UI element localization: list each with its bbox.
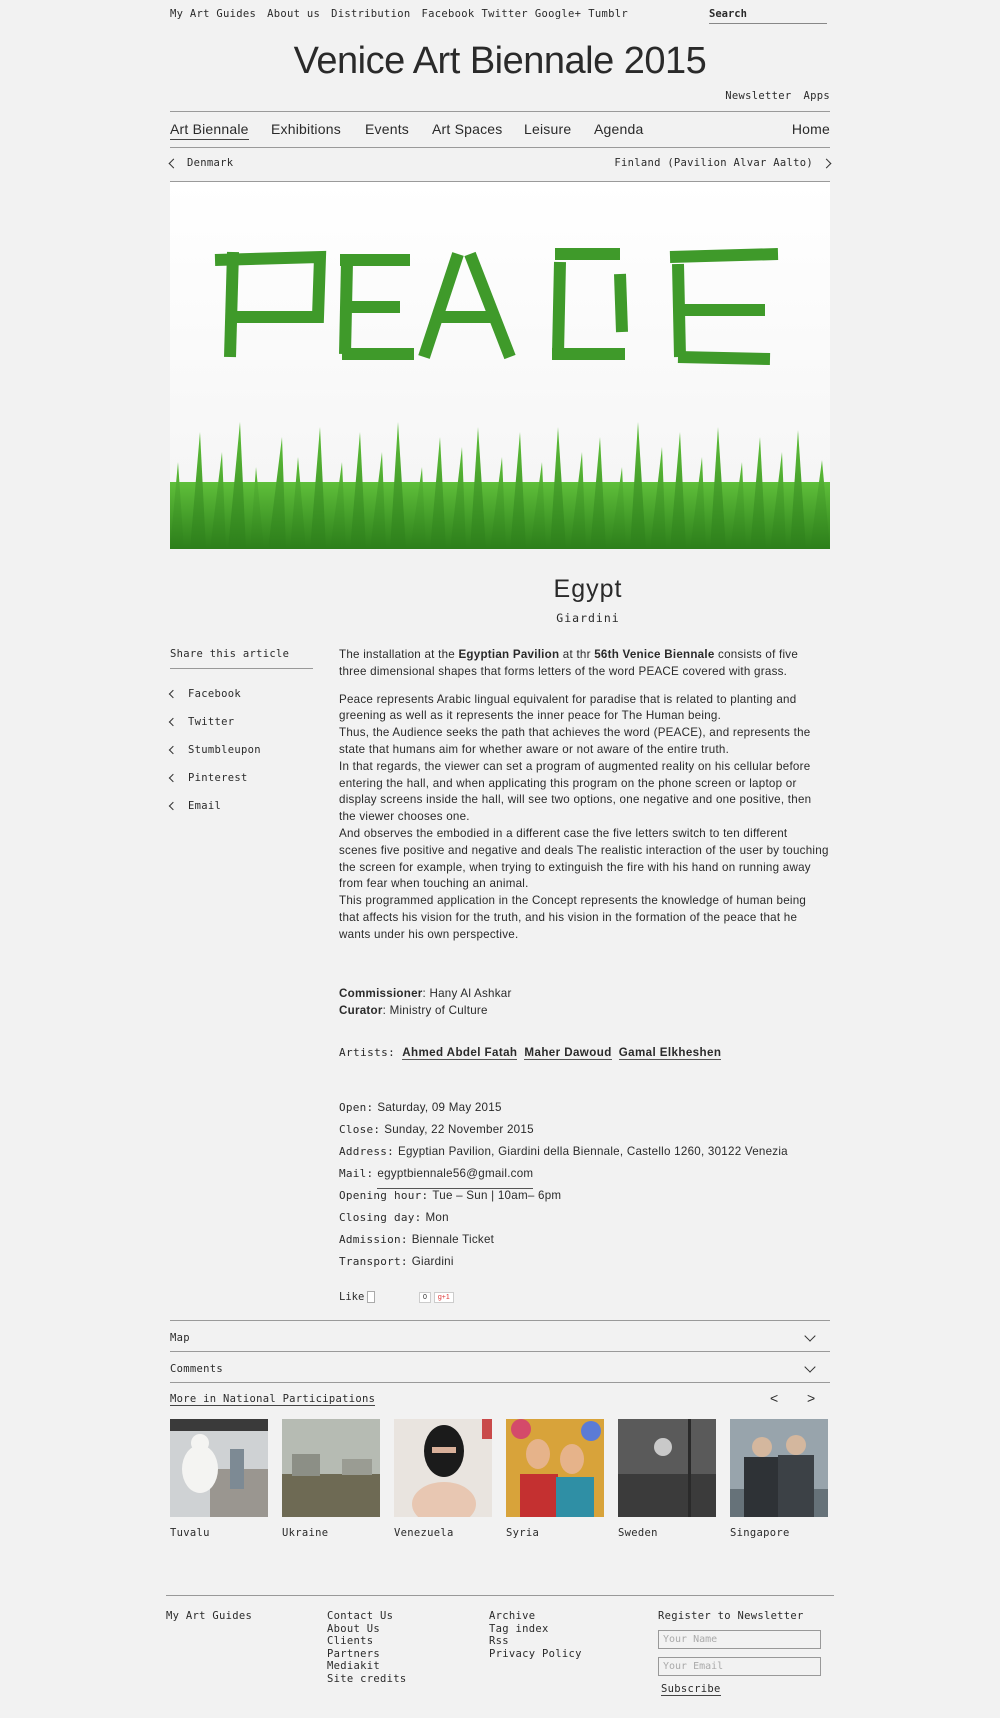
newsletter-name-field[interactable]: Your Name (658, 1630, 821, 1649)
chevron-left-icon (169, 690, 177, 698)
share-label: Stumbleupon (188, 744, 261, 756)
footer-link[interactable]: Clients (327, 1635, 374, 1648)
topnav-googleplus[interactable]: Google+ (534, 8, 582, 20)
next-pavilion-link[interactable] (614, 157, 830, 169)
map-accordion-label: Map (170, 1332, 190, 1344)
thumbnail-label-sweden[interactable]: Sweden (618, 1527, 658, 1539)
footer-brand-link[interactable]: My Art Guides (166, 1610, 253, 1622)
share-pinterest[interactable] (170, 764, 313, 792)
singapore-image (730, 1419, 828, 1517)
newsletter-email-field[interactable]: Your Email (658, 1657, 821, 1676)
carousel-prev-button[interactable]: < (770, 1390, 779, 1406)
footer-link[interactable]: Site credits (327, 1672, 407, 1685)
syria-image (506, 1419, 604, 1517)
curator-line: Curator: Ministry of Culture (339, 1004, 488, 1017)
like-label: Like (339, 1291, 365, 1303)
sweden-image (618, 1419, 716, 1517)
more-participations-heading[interactable]: More in National Participations (170, 1393, 376, 1405)
info-transport: Transport: Giardini (339, 1255, 454, 1268)
footer-link[interactable]: Partners (327, 1647, 380, 1660)
divider (170, 1351, 830, 1352)
venezuela-image (394, 1419, 492, 1517)
info-mail: Mail: egyptbiennale56@gmail.com (339, 1167, 839, 1189)
info-opening-hour: Opening hour: Tue – Sun | 10am– 6pm (339, 1189, 562, 1202)
top-nav (170, 8, 628, 20)
share-label: Pinterest (188, 772, 248, 784)
footer-link[interactable]: About Us (327, 1622, 380, 1635)
thumbnail-tuvalu[interactable] (170, 1419, 268, 1517)
utility-nav (725, 90, 830, 102)
artist-link[interactable]: Gamal Elkheshen (618, 1046, 722, 1059)
artist-link[interactable]: Maher Dawoud (524, 1046, 612, 1059)
thumbnail-venezuela[interactable] (394, 1419, 492, 1517)
credits (339, 985, 829, 1019)
peace-grass-illustration (170, 182, 830, 549)
info-close: Close: Sunday, 22 November 2015 (339, 1123, 534, 1136)
nav-exhibitions[interactable]: Exhibitions (271, 121, 341, 137)
footer-link[interactable]: Mediakit (327, 1660, 380, 1673)
pavilion-country-title: Egypt (553, 575, 623, 603)
thumbnail-label-singapore[interactable]: Singapore (730, 1527, 790, 1539)
divider (170, 111, 830, 112)
topnav-tumblr[interactable]: Tumblr (588, 8, 628, 20)
divider (170, 1320, 830, 1321)
thumbnail-label-syria[interactable]: Syria (506, 1527, 540, 1539)
topnav-distribution[interactable]: Distribution (331, 8, 411, 20)
like-counter (367, 1291, 375, 1303)
ukraine-image (282, 1419, 380, 1517)
thumbnail-label-venezuela[interactable]: Venezuela (394, 1527, 454, 1539)
share-label: Facebook (188, 688, 241, 700)
footer-link[interactable]: Tag index (489, 1622, 549, 1635)
subscribe-button[interactable]: Subscribe (661, 1683, 721, 1695)
share-stumbleupon[interactable] (170, 736, 313, 764)
apps-link[interactable]: Apps (803, 90, 830, 102)
carousel-next-button[interactable]: > (807, 1390, 816, 1406)
chevron-left-icon (169, 774, 177, 782)
comments-accordion[interactable] (170, 1363, 830, 1375)
artists-label: Artists: (339, 1046, 396, 1059)
commissioner-line: Commissioner: Hany Al Ashkar (339, 987, 512, 1000)
share-heading: Share this article (170, 648, 313, 669)
footer-link[interactable]: Archive (489, 1610, 536, 1622)
site-title[interactable]: Venice Art Biennale 2015 (293, 40, 707, 82)
chevron-down-icon (804, 1330, 815, 1341)
footer-col-company (327, 1610, 406, 1686)
tuvalu-image (170, 1419, 268, 1517)
article-paragraph: The installation at the Egyptian Pavilion at thr 56th Venice Biennale consists of five three dimensional shapes that forms letters of the word PEACE covered with grass. (339, 648, 799, 678)
map-accordion[interactable] (170, 1332, 830, 1344)
article-body (339, 647, 829, 944)
footer-link[interactable]: Rss (489, 1635, 509, 1648)
main-nav (170, 121, 830, 143)
share-facebook[interactable] (170, 680, 313, 708)
info-admission: Admission: Biennale Ticket (339, 1233, 495, 1246)
chevron-right-icon (822, 158, 832, 168)
divider (170, 1382, 830, 1383)
gplus-button[interactable]: g+1 (434, 1292, 454, 1303)
share-panel (170, 648, 313, 820)
artist-link[interactable]: Ahmed Abdel Fatah (402, 1046, 518, 1059)
next-pavilion-label: Finland (Pavilion Alvar Aalto) (614, 157, 813, 169)
nav-art-spaces[interactable]: Art Spaces (432, 121, 503, 137)
nav-art-biennale[interactable]: Art Biennale (170, 121, 249, 140)
topnav-about-us[interactable]: About us (267, 8, 321, 20)
footer-col-resources (489, 1610, 582, 1660)
topnav-facebook[interactable]: Facebook (421, 8, 475, 20)
topnav-my-art-guides[interactable]: My Art Guides (170, 8, 257, 20)
chevron-left-icon (169, 746, 177, 754)
search-input[interactable]: Search (709, 8, 827, 24)
nav-home[interactable]: Home (791, 121, 830, 137)
pavilion-venue: Giardini (556, 611, 620, 625)
thumbnail-label-ukraine[interactable]: Ukraine (282, 1527, 329, 1539)
footer-link[interactable]: Contact Us (327, 1610, 394, 1622)
thumbnail-ukraine[interactable] (282, 1419, 380, 1517)
footer-link[interactable]: Privacy Policy (489, 1647, 582, 1660)
divider (170, 147, 830, 148)
chevron-down-icon (804, 1361, 815, 1372)
prev-pavilion-link[interactable] (170, 157, 233, 169)
share-twitter[interactable] (170, 708, 313, 736)
comments-accordion-label: Comments (170, 1363, 223, 1375)
mail-link[interactable]: egyptbiennale56@gmail.com (377, 1167, 533, 1189)
nav-leisure[interactable]: Leisure (524, 121, 572, 137)
nav-events[interactable]: Events (365, 121, 409, 137)
share-label: Email (188, 800, 222, 812)
newsletter-heading: Register to Newsletter (658, 1610, 804, 1622)
prev-pavilion-label: Denmark (187, 157, 234, 169)
chevron-left-icon (169, 158, 179, 168)
gplus-count: 0 (419, 1292, 431, 1303)
gplus-widget[interactable] (419, 1292, 454, 1303)
hero-image (170, 182, 830, 549)
info-address: Address: Egyptian Pavilion, Giardini della Biennale, Castello 1260, 30122 Venezia (339, 1145, 788, 1158)
newsletter-link[interactable]: Newsletter (725, 90, 792, 102)
topnav-twitter[interactable]: Twitter (481, 8, 528, 20)
share-label: Twitter (188, 716, 235, 728)
like-button[interactable] (339, 1291, 375, 1303)
thumbnail-singapore[interactable] (730, 1419, 828, 1517)
info-closing-day: Closing day: Mon (339, 1211, 449, 1224)
artists-list (339, 1046, 829, 1060)
chevron-left-icon (169, 718, 177, 726)
share-email[interactable] (170, 792, 313, 820)
thumbnail-sweden[interactable] (618, 1419, 716, 1517)
chevron-left-icon (169, 802, 177, 810)
article-paragraph: Peace represents Arabic lingual equivalent for paradise that is related to planting and greening as well as it represents the inner peace for The Human being. Thus, the Audience seeks the path that achieves the word (PEACE), and represents the state that humans aim for whether aware or not aware of the entire truth. In that regards, the viewer can set a program of augmented reality on his cellular before entering the hall, and when applicating this program on the phone screen or laptop or display screens inside the hall, will see two options, one negative and one positive, then the viewer chooses one. And observes the embodied in a different case the five letters switch to ten different scenes five positive and negative and deals The realistic interaction of the user by touching the screen for example, when trying to extinguish the fire with his hand on running away from fear when touching an animal. This programmed application in the Concept represents the knowledge of human being that affects his vision for the truth, and his vision in the formation of the peace that he wants under his own perspective. (339, 692, 829, 941)
thumbnail-label-tuvalu[interactable]: Tuvalu (170, 1527, 210, 1539)
footer-brand (166, 1610, 252, 1623)
footer-divider (166, 1595, 834, 1596)
thumbnail-syria[interactable] (506, 1419, 604, 1517)
event-info (339, 1101, 839, 1277)
nav-agenda[interactable]: Agenda (594, 121, 644, 137)
info-open: Open: Saturday, 09 May 2015 (339, 1101, 502, 1114)
